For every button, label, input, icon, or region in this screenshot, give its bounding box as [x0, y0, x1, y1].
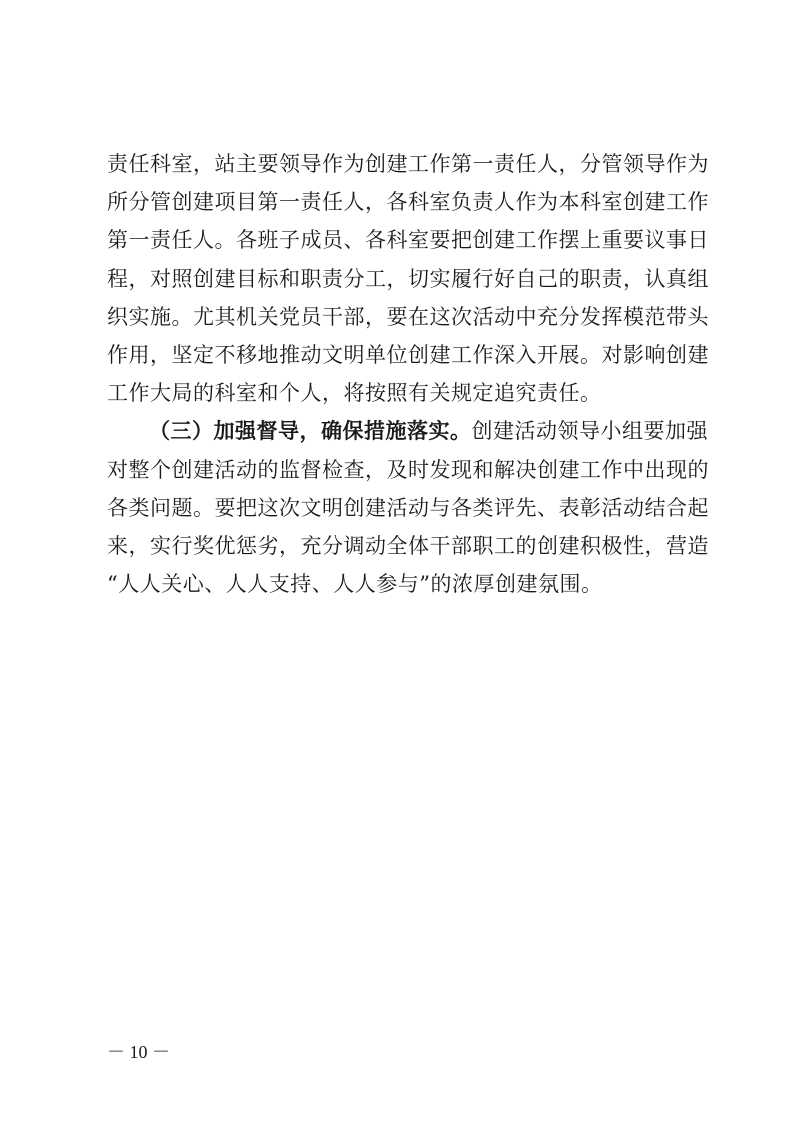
text-line: 程，对照创建目标和职责分工，切实履行好自己的职责，认真组 — [107, 266, 709, 291]
paragraph-responsibility — [107, 145, 709, 412]
text-line: 工作大局的科室和个人，将按照有关规定追究责任。 — [107, 381, 602, 406]
text-line: 第一责任人。各班子成员、各科室要把创建工作摆上重要议事日 — [107, 228, 709, 253]
page-number: － 10 － — [107, 1042, 170, 1062]
text-line: 织实施。尤其机关党员干部，要在这次活动中充分发挥模范带头 — [107, 304, 709, 329]
section-heading: （三）加强督导，确保措施落实。 — [149, 419, 472, 444]
paragraph-supervision — [107, 412, 709, 603]
text-line: 各类问题。要把这次文明创建活动与各类评先、表彰活动结合起 — [107, 495, 709, 520]
body-text — [107, 145, 709, 603]
text-line: 所分管创建项目第一责任人，各科室负责人作为本科室创建工作 — [107, 190, 709, 215]
text-line: “人人关心、人人支持、人人参与”的浓厚创建氛围。 — [107, 572, 603, 597]
text-line — [107, 412, 708, 450]
text-span: 创建活动领导小组要加强 — [471, 419, 708, 444]
text-line: 对整个创建活动的监督检查，及时发现和解决创建工作中出现的 — [107, 457, 709, 482]
text-line: 作用，坚定不移地推动文明单位创建工作深入开展。对影响创建 — [107, 342, 709, 367]
text-line: 来，实行奖优惩劣，充分调动全体干部职工的创建积极性，营造 — [107, 533, 709, 558]
text-line: 责任科室，站主要领导作为创建工作第一责任人，分管领导作为 — [107, 152, 709, 176]
